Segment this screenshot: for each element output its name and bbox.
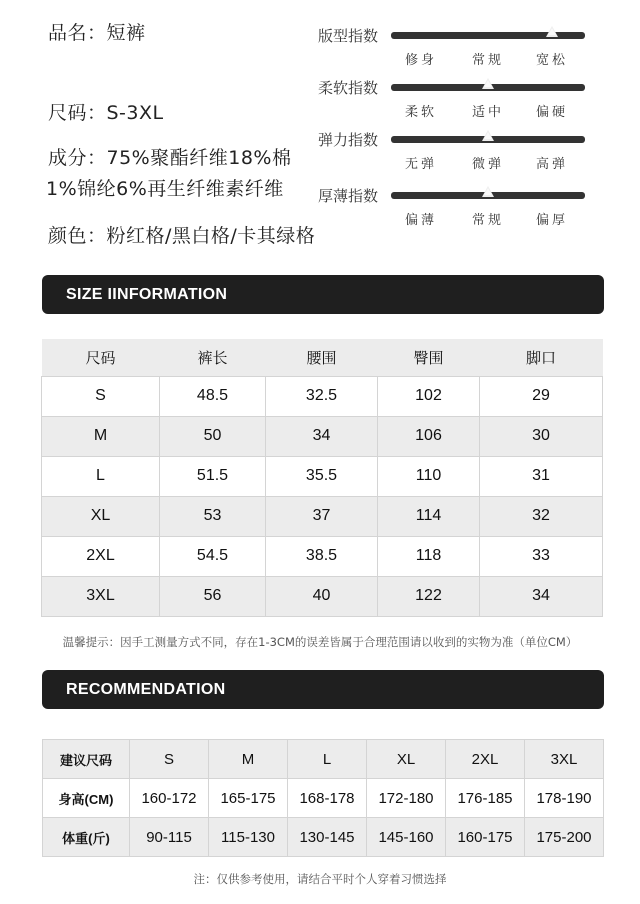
elasticity-index-meter: [318, 129, 598, 173]
size-table-header: [42, 339, 603, 376]
recommendation-note: 注：仅供参考使用，请结合平时个人穿着习惯选择: [193, 872, 447, 886]
table-cell: 110: [378, 456, 480, 496]
table-cell: XL: [42, 496, 160, 536]
product-sizes: 尺码：S-3XL: [48, 102, 164, 124]
header-waist: 腰围: [266, 339, 378, 376]
recommendation-table: [42, 739, 604, 857]
softness-index-meter: [318, 77, 598, 121]
table-row: [42, 376, 603, 416]
table-row: [42, 576, 603, 616]
header-length: 裤长: [160, 339, 266, 376]
table-cell: 118: [378, 536, 480, 576]
meter-marker: [546, 26, 558, 37]
recommendation-header-row: [43, 740, 604, 779]
table-row: [42, 416, 603, 456]
meter-tick: 微弹: [472, 157, 505, 172]
thickness-index-meter: [318, 185, 598, 229]
table-row: [42, 496, 603, 536]
size-info-banner: SIZE IINFORMATION: [42, 275, 604, 314]
table-cell: 29: [480, 376, 603, 416]
measurement-note: 温馨提示：因手工测量方式不同，存在1-3CM的误差皆属于合理范围请以收到的实物为准（单位CM）: [62, 635, 578, 649]
table-cell: 31: [480, 456, 603, 496]
height-row: [43, 779, 604, 818]
size-table: [41, 339, 603, 617]
table-row: [42, 536, 603, 576]
table-cell: L: [42, 456, 160, 496]
weight-row: [43, 818, 604, 857]
meter-tick: 偏薄: [405, 213, 438, 228]
table-cell: 2XL: [446, 740, 525, 779]
meter-tick: 高弹: [536, 157, 569, 172]
product-material-line2: 1%锦纶6%再生纤维素纤维: [46, 178, 284, 200]
table-cell: 106: [378, 416, 480, 456]
meter-label: 弹力指数: [318, 131, 379, 149]
table-cell: 168-178: [288, 779, 367, 818]
table-cell: XL: [367, 740, 446, 779]
meter-label: 柔软指数: [318, 79, 379, 97]
meter-tick: 宽松: [536, 53, 569, 68]
table-cell: 3XL: [42, 576, 160, 616]
table-cell: 54.5: [160, 536, 266, 576]
table-cell: M: [209, 740, 288, 779]
table-cell: 175-200: [525, 818, 604, 857]
table-cell: 2XL: [42, 536, 160, 576]
table-cell: S: [130, 740, 209, 779]
product-material-line1: 成分：75%聚酯纤维18%棉: [48, 147, 292, 169]
table-cell: 145-160: [367, 818, 446, 857]
meter-tick: 无弹: [405, 157, 438, 172]
table-cell: 130-145: [288, 818, 367, 857]
header-hem: 脚口: [480, 339, 603, 376]
table-row: [42, 456, 603, 496]
table-cell: 3XL: [525, 740, 604, 779]
table-cell: 50: [160, 416, 266, 456]
table-cell: 115-130: [209, 818, 288, 857]
table-cell: 35.5: [266, 456, 378, 496]
table-cell: 160-175: [446, 818, 525, 857]
fit-index-meter: [318, 25, 598, 69]
meter-tick: 修身: [405, 53, 438, 68]
table-cell: 34: [480, 576, 603, 616]
table-cell: 56: [160, 576, 266, 616]
table-cell: 38.5: [266, 536, 378, 576]
table-cell: 114: [378, 496, 480, 536]
table-cell: 51.5: [160, 456, 266, 496]
meter-marker: [482, 78, 494, 89]
table-cell: 40: [266, 576, 378, 616]
table-cell: 30: [480, 416, 603, 456]
meter-tick: 常规: [472, 213, 505, 228]
meter-tick: 适中: [472, 105, 505, 120]
recommendation-banner: RECOMMENDATION: [42, 670, 604, 709]
table-cell: 32: [480, 496, 603, 536]
table-cell: L: [288, 740, 367, 779]
table-cell: 165-175: [209, 779, 288, 818]
table-cell: 32.5: [266, 376, 378, 416]
table-cell: 176-185: [446, 779, 525, 818]
table-cell: 178-190: [525, 779, 604, 818]
table-cell: 53: [160, 496, 266, 536]
row-header: 建议尺码: [43, 740, 130, 779]
table-cell: M: [42, 416, 160, 456]
header-size: 尺码: [42, 339, 160, 376]
meter-bar: [391, 136, 585, 143]
meter-marker: [482, 130, 494, 141]
meter-tick: 偏硬: [536, 105, 569, 120]
table-cell: 90-115: [130, 818, 209, 857]
table-cell: 122: [378, 576, 480, 616]
meter-tick: 柔软: [405, 105, 438, 120]
table-cell: S: [42, 376, 160, 416]
table-cell: 102: [378, 376, 480, 416]
meter-bar: [391, 32, 585, 39]
meter-label: 厚薄指数: [318, 187, 379, 205]
table-cell: 48.5: [160, 376, 266, 416]
table-cell: 160-172: [130, 779, 209, 818]
meter-label: 版型指数: [318, 27, 379, 45]
row-header: 身高(CM): [43, 779, 130, 818]
row-header: 体重(斤): [43, 818, 130, 857]
header-hip: 臀围: [378, 339, 480, 376]
meter-marker: [482, 186, 494, 197]
table-cell: 34: [266, 416, 378, 456]
meter-tick: 偏厚: [536, 213, 569, 228]
table-cell: 33: [480, 536, 603, 576]
meter-tick: 常规: [472, 53, 505, 68]
product-name: 品名：短裤: [48, 22, 146, 44]
table-cell: 172-180: [367, 779, 446, 818]
meter-bar: [391, 84, 585, 91]
meter-bar: [391, 192, 585, 199]
table-cell: 37: [266, 496, 378, 536]
product-colors: 颜色：粉红格/黑白格/卡其绿格: [48, 225, 316, 247]
